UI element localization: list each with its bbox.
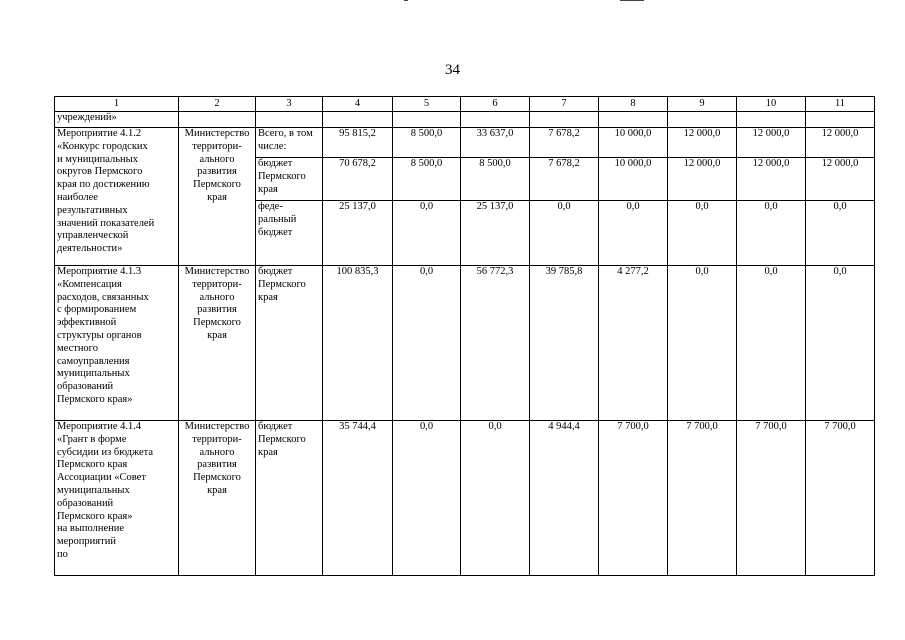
column-header: 5: [393, 97, 461, 112]
value-cell: 12 000,0: [737, 158, 806, 201]
value-cell: 7 678,2: [530, 128, 599, 158]
column-header: 9: [668, 97, 737, 112]
table-row: [55, 421, 875, 576]
value-cell: 100 835,3: [323, 266, 393, 421]
table-row: [55, 128, 875, 158]
responsible-ministry: Министерство территори- ального развития Пермского края: [179, 421, 256, 576]
value-cell: 4 944,4: [530, 421, 599, 576]
column-header: 3: [256, 97, 323, 112]
column-header: 8: [599, 97, 668, 112]
value-cell: 0,0: [393, 421, 461, 576]
value-cell: 12 000,0: [806, 158, 875, 201]
value-cell: 8 500,0: [393, 158, 461, 201]
column-header: 10: [737, 97, 806, 112]
value-cell: 0,0: [393, 266, 461, 421]
value-cell: 25 137,0: [461, 201, 530, 266]
value-cell: 0,0: [806, 201, 875, 266]
value-cell: 0,0: [806, 266, 875, 421]
funding-source: бюджет Пермского края: [256, 421, 323, 576]
funding-source: бюджет Пермского края: [256, 266, 323, 421]
value-cell: 12 000,0: [668, 128, 737, 158]
responsible-ministry: Министерство территори- ального развития Пермского края: [179, 128, 256, 266]
value-cell: 8 500,0: [393, 128, 461, 158]
value-cell: 0,0: [737, 201, 806, 266]
value-cell: 0,0: [668, 201, 737, 266]
empty-cell: [461, 112, 530, 128]
page-number: 34: [445, 62, 460, 78]
funding-source: Всего, в том числе:: [256, 128, 323, 158]
empty-cell: [599, 112, 668, 128]
event-name-4-1-3: Мероприятие 4.1.3 «Компенсация расходов, связанных с формированием эффективной структуры органов местного самоуправления муниципальных образований Пермского края»: [55, 266, 179, 421]
column-header: 7: [530, 97, 599, 112]
value-cell: 0,0: [461, 421, 530, 576]
funding-source: бюджет Пермского края: [256, 158, 323, 201]
column-header: 4: [323, 97, 393, 112]
carry-over-text: учреждений»: [55, 112, 179, 128]
scan-artifact: [404, 0, 408, 1]
event-name-4-1-4: Мероприятие 4.1.4 «Грант в форме субсидии из бюджета Пермского края Ассоциации «Совет муниципальных образований Пермского края» на выполнение мероприятий по: [55, 421, 179, 576]
event-name-4-1-2: Мероприятие 4.1.2 «Конкурс городских и муниципальных округов Пермского края по достижению наиболее результативных значений показателей управленческой деятельности»: [55, 128, 179, 266]
column-header: 11: [806, 97, 875, 112]
value-cell: 95 815,2: [323, 128, 393, 158]
column-number-row: [55, 97, 875, 112]
empty-cell: [179, 112, 256, 128]
value-cell: 4 277,2: [599, 266, 668, 421]
value-cell: 25 137,0: [323, 201, 393, 266]
empty-cell: [668, 112, 737, 128]
value-cell: 0,0: [530, 201, 599, 266]
value-cell: 10 000,0: [599, 128, 668, 158]
column-header: 2: [179, 97, 256, 112]
empty-cell: [530, 112, 599, 128]
value-cell: 56 772,3: [461, 266, 530, 421]
empty-cell: [393, 112, 461, 128]
value-cell: 33 637,0: [461, 128, 530, 158]
value-cell: 7 700,0: [668, 421, 737, 576]
empty-cell: [323, 112, 393, 128]
value-cell: 0,0: [393, 201, 461, 266]
value-cell: 7 700,0: [737, 421, 806, 576]
value-cell: 0,0: [599, 201, 668, 266]
empty-cell: [256, 112, 323, 128]
value-cell: 7 678,2: [530, 158, 599, 201]
value-cell: 7 700,0: [599, 421, 668, 576]
carry-over-row: [55, 112, 875, 128]
empty-cell: [737, 112, 806, 128]
value-cell: 7 700,0: [806, 421, 875, 576]
responsible-ministry: Министерство территори- ального развития Пермского края: [179, 266, 256, 421]
value-cell: 35 744,4: [323, 421, 393, 576]
value-cell: 12 000,0: [737, 128, 806, 158]
table-row: [55, 266, 875, 421]
scan-artifact: [620, 0, 644, 1]
value-cell: 12 000,0: [806, 128, 875, 158]
funding-source: феде- ральный бюджет: [256, 201, 323, 266]
value-cell: 10 000,0: [599, 158, 668, 201]
column-header: 1: [55, 97, 179, 112]
value-cell: 39 785,8: [530, 266, 599, 421]
program-funding-table: [54, 96, 875, 576]
value-cell: 8 500,0: [461, 158, 530, 201]
value-cell: 70 678,2: [323, 158, 393, 201]
empty-cell: [806, 112, 875, 128]
value-cell: 12 000,0: [668, 158, 737, 201]
value-cell: 0,0: [668, 266, 737, 421]
column-header: 6: [461, 97, 530, 112]
value-cell: 0,0: [737, 266, 806, 421]
